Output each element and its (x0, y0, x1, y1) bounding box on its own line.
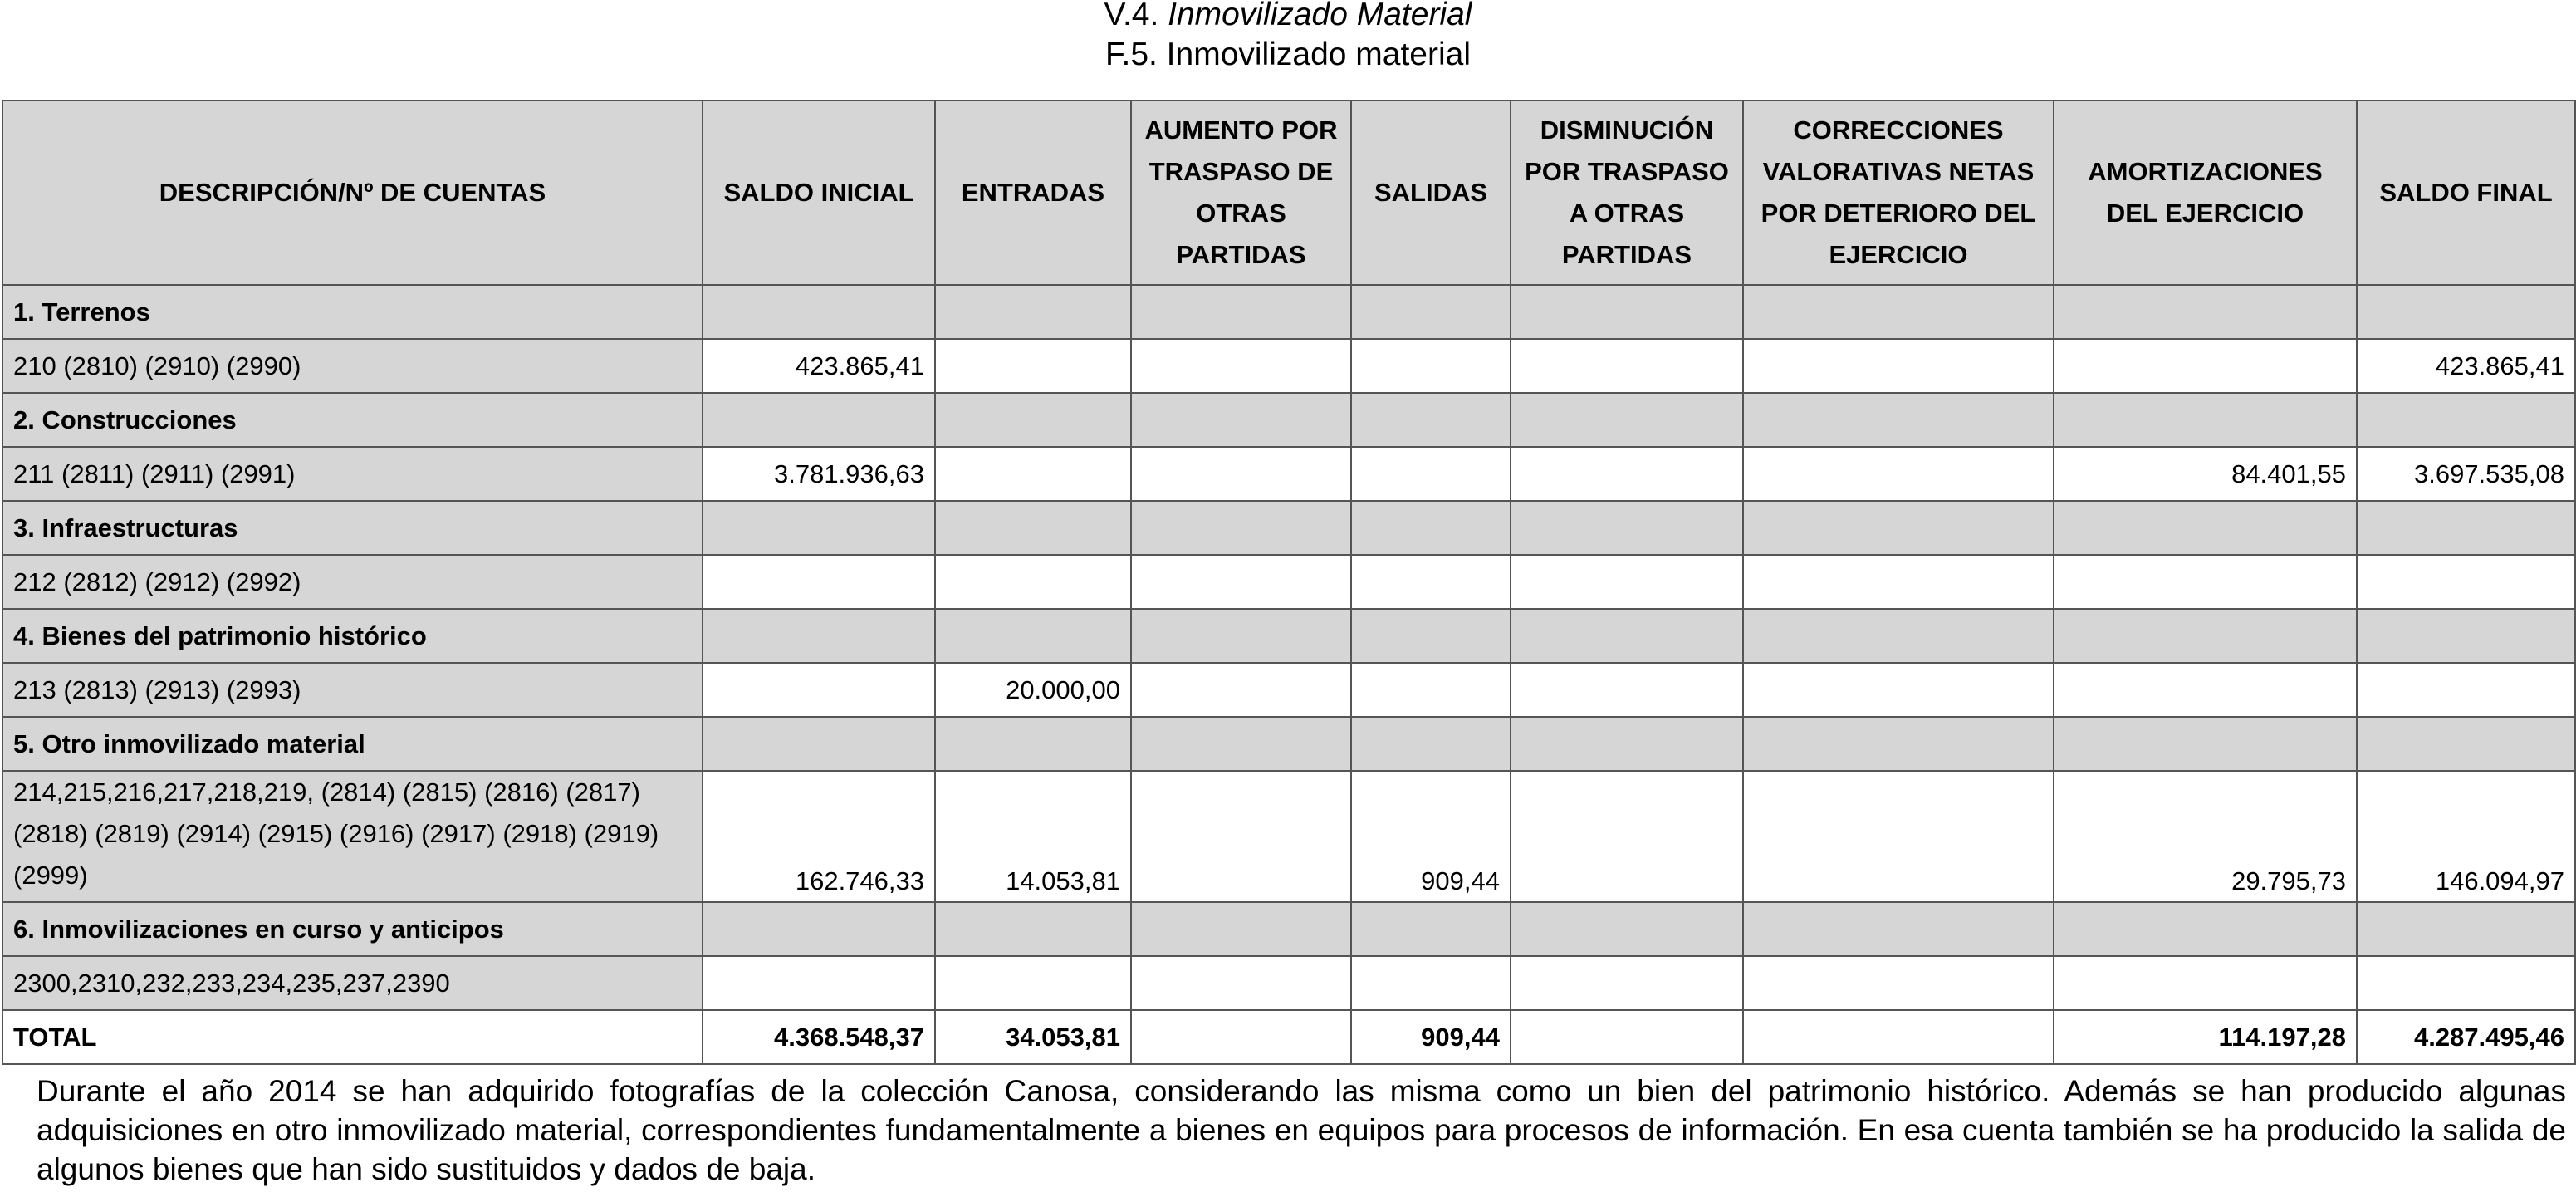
value-cell (703, 501, 935, 555)
value-cell (1351, 285, 1511, 339)
value-cell: 3.697.535,08 (2357, 447, 2575, 501)
value-cell (935, 902, 1131, 956)
value-cell (1743, 956, 2054, 1010)
value-cell (2054, 339, 2357, 393)
value-cell (1743, 609, 2054, 663)
account-row (2, 339, 2575, 393)
value-cell (935, 717, 1131, 771)
value-cell (2357, 555, 2575, 609)
value-cell (1131, 393, 1351, 447)
category-row (2, 285, 2575, 339)
value-cell (2054, 902, 2357, 956)
value-cell (935, 447, 1131, 501)
category-row (2, 501, 2575, 555)
value-cell (2357, 285, 2575, 339)
section-heading (0, 0, 2576, 35)
value-cell (1131, 501, 1351, 555)
section-title: Inmovilizado Material (1168, 0, 1472, 32)
fixed-assets-table (2, 100, 2576, 1065)
value-cell (935, 501, 1131, 555)
value-cell (1511, 339, 1743, 393)
row-label-cell: TOTAL (2, 1010, 703, 1064)
value-cell (1511, 663, 1743, 717)
category-row (2, 393, 2575, 447)
value-cell (1511, 717, 1743, 771)
value-cell (2054, 393, 2357, 447)
value-cell (703, 717, 935, 771)
value-cell (1131, 339, 1351, 393)
value-cell (703, 609, 935, 663)
value-cell (1743, 555, 2054, 609)
row-label-cell: 211 (2811) (2911) (2991) (2, 447, 703, 501)
header-amortizaciones: AMORTIZACIONES DEL EJERCICIO (2054, 101, 2357, 285)
value-cell (1351, 609, 1511, 663)
section-number: V.4. (1104, 0, 1159, 32)
value-cell (1743, 717, 2054, 771)
value-cell: 146.094,97 (2357, 771, 2575, 902)
header-disminucion-traspaso: DISMINUCIÓN POR TRASPASO A OTRAS PARTIDAS (1511, 101, 1743, 285)
value-cell (2054, 609, 2357, 663)
value-cell (1743, 339, 2054, 393)
value-cell (2054, 285, 2357, 339)
row-label-cell: 4. Bienes del patrimonio histórico (2, 609, 703, 663)
value-cell: 114.197,28 (2054, 1010, 2357, 1064)
value-cell: 14.053,81 (935, 771, 1131, 902)
value-cell (2054, 501, 2357, 555)
row-label-cell: 1. Terrenos (2, 285, 703, 339)
account-row (2, 956, 2575, 1010)
value-cell: 162.746,33 (703, 771, 935, 902)
value-cell (2054, 555, 2357, 609)
value-cell (1511, 447, 1743, 501)
value-cell (2357, 501, 2575, 555)
value-cell (935, 285, 1131, 339)
value-cell (703, 555, 935, 609)
value-cell (935, 956, 1131, 1010)
table-body (2, 285, 2575, 1064)
value-cell (2357, 717, 2575, 771)
value-cell: 423.865,41 (2357, 339, 2575, 393)
value-cell (2357, 609, 2575, 663)
row-label-cell: 2300,2310,232,233,234,235,237,2390 (2, 956, 703, 1010)
category-row (2, 902, 2575, 956)
value-cell (1511, 393, 1743, 447)
value-cell (1351, 447, 1511, 501)
value-cell: 34.053,81 (935, 1010, 1131, 1064)
value-cell (1131, 447, 1351, 501)
value-cell (1351, 956, 1511, 1010)
header-description: DESCRIPCIÓN/Nº DE CUENTAS (2, 101, 703, 285)
value-cell (935, 339, 1131, 393)
header-entradas: ENTRADAS (935, 101, 1131, 285)
row-label-cell: 2. Construcciones (2, 393, 703, 447)
value-cell (1511, 285, 1743, 339)
value-cell (703, 285, 935, 339)
row-label-cell: 5. Otro inmovilizado material (2, 717, 703, 771)
value-cell (1511, 609, 1743, 663)
value-cell (1743, 1010, 2054, 1064)
value-cell (2357, 393, 2575, 447)
value-cell: 909,44 (1351, 771, 1511, 902)
value-cell (2054, 663, 2357, 717)
value-cell (1511, 902, 1743, 956)
account-row (2, 771, 2575, 902)
value-cell: 423.865,41 (703, 339, 935, 393)
value-cell (1743, 393, 2054, 447)
value-cell (1743, 285, 2054, 339)
value-cell (1131, 663, 1351, 717)
row-label-cell: 213 (2813) (2913) (2993) (2, 663, 703, 717)
row-label-cell: 214,215,216,217,218,219, (2814) (2815) (2816) (2817) (2818) (2819) (2914) (2915) (2916) (2917) (2918) (2919) (2999) (2, 771, 703, 902)
value-cell (1131, 555, 1351, 609)
value-cell (1131, 717, 1351, 771)
value-cell (1131, 609, 1351, 663)
value-cell (1743, 902, 2054, 956)
row-label-cell: 210 (2810) (2910) (2990) (2, 339, 703, 393)
value-cell (2357, 902, 2575, 956)
account-row (2, 555, 2575, 609)
value-cell (1351, 393, 1511, 447)
value-cell (1131, 902, 1351, 956)
value-cell (703, 393, 935, 447)
value-cell: 84.401,55 (2054, 447, 2357, 501)
value-cell: 4.287.495,46 (2357, 1010, 2575, 1064)
table-title: F.5. Inmovilizado material (1104, 37, 1471, 72)
value-cell (1351, 902, 1511, 956)
category-row (2, 609, 2575, 663)
row-label-cell: 6. Inmovilizaciones en curso y anticipos (2, 902, 703, 956)
value-cell (1511, 555, 1743, 609)
value-cell (703, 956, 935, 1010)
value-cell: 909,44 (1351, 1010, 1511, 1064)
account-row (2, 663, 2575, 717)
value-cell (1511, 771, 1743, 902)
value-cell (2054, 956, 2357, 1010)
account-row (2, 447, 2575, 501)
header-aumento-traspaso: AUMENTO POR TRASPASO DE OTRAS PARTIDAS (1131, 101, 1351, 285)
header-salidas: SALIDAS (1351, 101, 1511, 285)
value-cell (935, 609, 1131, 663)
value-cell (1131, 285, 1351, 339)
value-cell (1131, 771, 1351, 902)
value-cell (2357, 956, 2575, 1010)
value-cell (2357, 663, 2575, 717)
value-cell (1131, 1010, 1351, 1064)
value-cell: 4.368.548,37 (703, 1010, 935, 1064)
value-cell (1511, 501, 1743, 555)
value-cell (1351, 717, 1511, 771)
value-cell (1743, 501, 2054, 555)
value-cell (1351, 555, 1511, 609)
value-cell (1511, 956, 1743, 1010)
value-cell (1351, 663, 1511, 717)
value-cell (1743, 771, 2054, 902)
row-label-cell: 3. Infraestructuras (2, 501, 703, 555)
category-row (2, 717, 2575, 771)
value-cell (1743, 447, 2054, 501)
value-cell: 3.781.936,63 (703, 447, 935, 501)
value-cell: 29.795,73 (2054, 771, 2357, 902)
header-saldo-inicial: SALDO INICIAL (703, 101, 935, 285)
value-cell (2054, 717, 2357, 771)
value-cell (1131, 956, 1351, 1010)
row-label-cell: 212 (2812) (2912) (2992) (2, 555, 703, 609)
value-cell (1351, 501, 1511, 555)
value-cell (703, 902, 935, 956)
header-saldo-final: SALDO FINAL (2357, 101, 2575, 285)
explanatory-note: Durante el año 2014 se han adquirido fotografías de la colección Canosa, considerando las misma como un bien del patrimonio histórico. Además se han producido algunas adquisiciones en otro inmovilizado material, correspondientes fundamentalmente a bienes en equipos para procesos de información. En esa cuenta también se ha producido la salida de algunos bienes que han sido sustituidos y dados de baja. (37, 1074, 2566, 1186)
value-cell: 20.000,00 (935, 663, 1131, 717)
value-cell (703, 663, 935, 717)
total-row (2, 1010, 2575, 1064)
table-header-row (2, 101, 2575, 285)
header-correcciones: CORRECCIONES VALORATIVAS NETAS POR DETERIORO DEL EJERCICIO (1743, 101, 2054, 285)
value-cell (1351, 339, 1511, 393)
value-cell (935, 555, 1131, 609)
value-cell (1743, 663, 2054, 717)
value-cell (935, 393, 1131, 447)
value-cell (1511, 1010, 1743, 1064)
